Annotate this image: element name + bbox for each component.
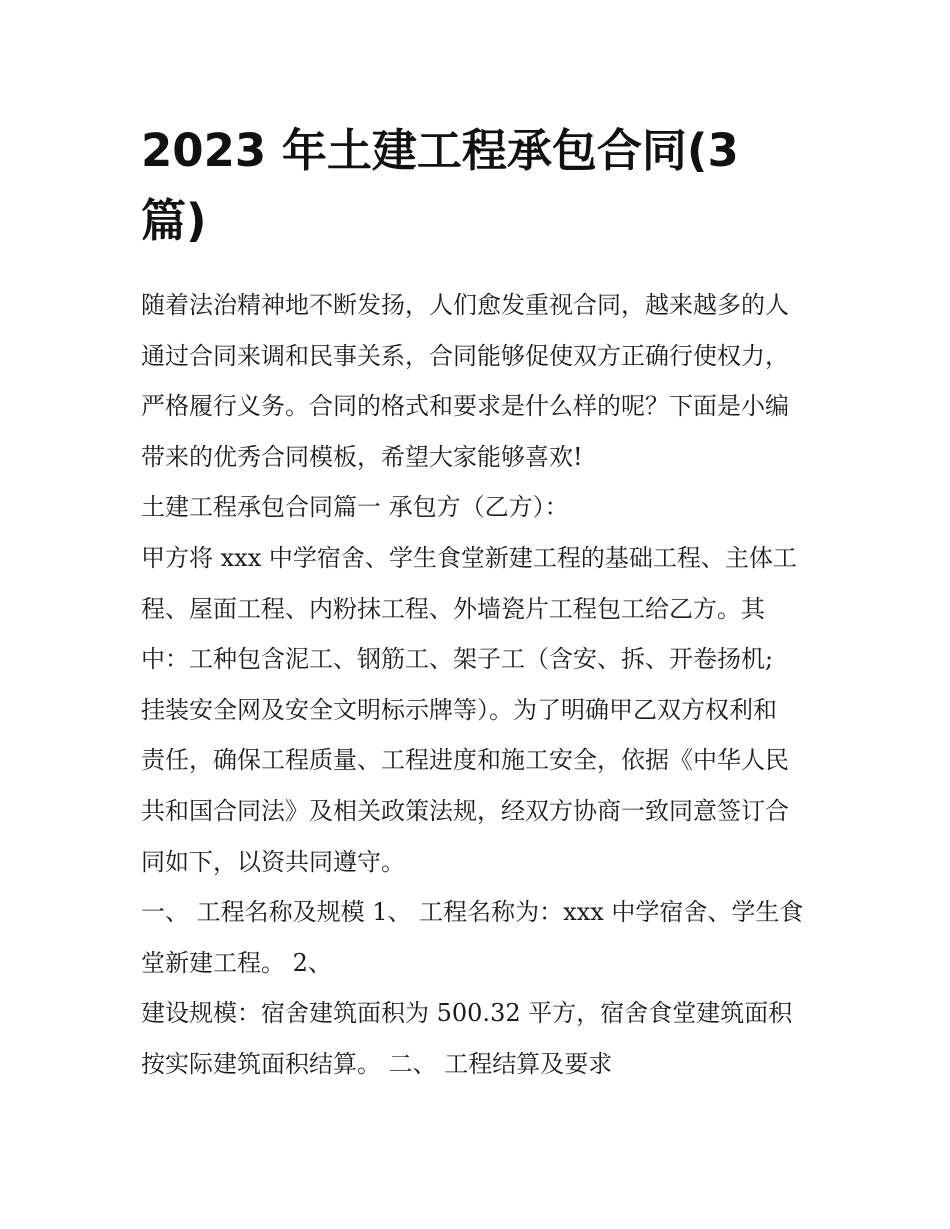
body-line: 共和国合同法》及相关政策法规，经双方协商一致同意签订合 xyxy=(141,796,789,825)
body-line: 通过合同来调和民事关系，合同能够促使双方正确行使权力， xyxy=(141,341,789,370)
body-line: 一、 工程名称及规模 1、 工程名称为：xxx 中学宿舍、学生食 xyxy=(141,898,804,927)
body-line: 同如下，以资共同遵守。 xyxy=(141,847,405,876)
body-line: 程、屋面工程、内粉抹工程、外墙瓷片工程包工给乙方。其 xyxy=(141,594,765,623)
body-line: 甲方将 xxx 中学宿舍、学生食堂新建工程的基础工程、主体工 xyxy=(141,543,797,572)
body-line: 挂装安全网及安全文明标示牌等）。为了明确甲乙双方权利和 xyxy=(141,695,777,724)
body-line: 随着法治精神地不断发扬，人们愈发重视合同，越来越多的人 xyxy=(141,291,789,319)
title-line: 篇) xyxy=(141,194,207,247)
document-title xyxy=(141,116,761,256)
body-line: 按实际建筑面积结算。 二、 工程结算及要求 xyxy=(141,1049,613,1078)
body-line: 堂新建工程。 2、 xyxy=(141,948,332,977)
body-line: 中：工种包含泥工、钢筋工、架子工（含安、拆、开卷扬机; xyxy=(141,645,774,674)
document-content xyxy=(141,116,816,1090)
title-line: 2023 年土建工程承包合同(3 xyxy=(141,124,739,177)
section-heading-line: 土建工程承包合同篇一 承包方（乙方）： xyxy=(141,493,569,522)
body-line: 带来的优秀合同模板，希望大家能够喜欢! xyxy=(141,442,583,471)
document-body xyxy=(141,280,816,1090)
body-line: 严格履行义务。合同的格式和要求是什么样的呢？下面是小编 xyxy=(141,392,789,421)
body-line: 建设规模：宿舍建筑面积为 500.32 平方，宿舍食堂建筑面积 xyxy=(141,999,793,1028)
body-line: 责任，确保工程质量、工程进度和施工安全，依据《中华人民 xyxy=(141,746,789,775)
